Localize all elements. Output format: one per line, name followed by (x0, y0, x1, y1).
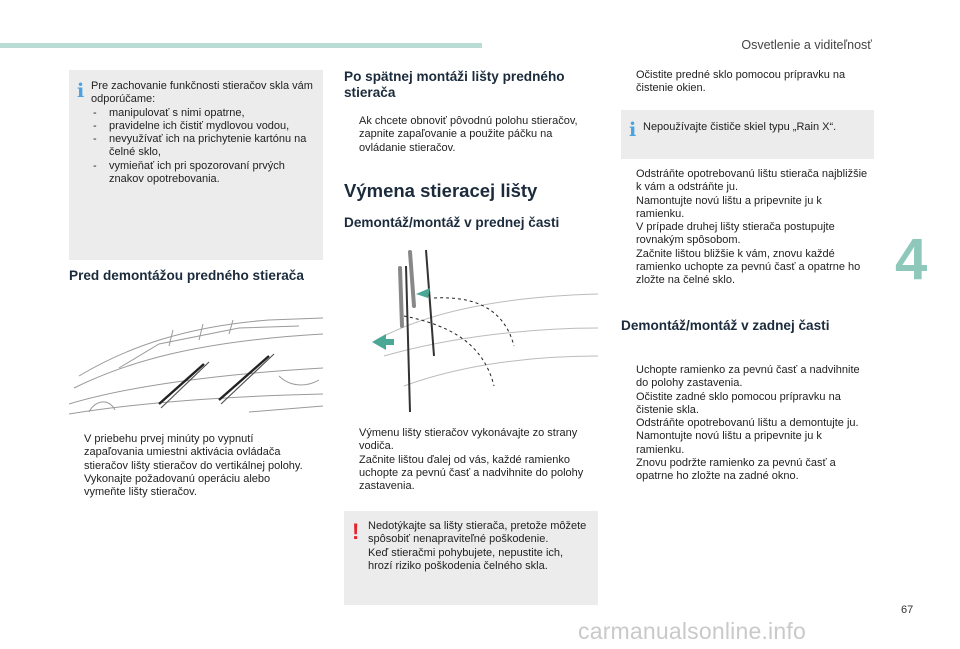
list-item: - vymieňať ich pri spozorovaní prvých znakov opotrebovania. (93, 159, 285, 186)
list-item: Namontujte novú lištu a pripevnite ju k ramienku. (636, 194, 822, 220)
info-text: Nepoužívajte čističe skiel typu „Rain X“. (643, 121, 837, 133)
list-item: Začnite lištou bližšie k vám, znovu každé ramienko uchopte za pevnú časť a opatrne ho zložte na čelné sklo. (636, 247, 861, 287)
steps-front-replacement (621, 168, 873, 288)
list-item: V prípade druhej lišty stierača postupujte rovnakým spôsobom. (636, 221, 835, 247)
list-item: Odstráňte opotrebovanú lištu a demontujte ju. (636, 417, 859, 430)
steps-after-refit (344, 115, 590, 155)
info-list (91, 107, 315, 187)
list-item: Ak chcete obnoviť pôvodnú polohu stieračov, zapnite zapaľovanie a použite páčku na ovládanie stieračov. (359, 115, 578, 154)
list-item: Znovu podržte ramienko za pevnú časť a opatrne ho zložte na zadné okno. (636, 457, 836, 483)
info-icon: i (629, 119, 637, 141)
chapter-title: Osvetlenie a viditeľnosť (741, 38, 872, 52)
windscreen-wipers-illustration (69, 316, 323, 422)
warning-box (344, 511, 598, 605)
info-box-rainx (621, 110, 874, 159)
subheading-rear: Demontáž/montáž v zadnej časti (621, 318, 830, 333)
list-item: Očistite predné sklo pomocou prípravku na čistenie okien. (636, 69, 846, 95)
list-item: Začnite lištou ďalej od vás, každé ramienko uchopte za pevnú časť a nadvihnite do polohy zastavenia. (359, 453, 584, 493)
info-box-care (69, 70, 323, 260)
header-bar (0, 43, 482, 48)
list-item: - manipulovať s nimi opatrne, (93, 106, 245, 119)
info-intro: Pre zachovanie funkčnosti stieračov skla vám odporúčame: (91, 80, 313, 106)
list-item: Očistite zadné sklo pomocou prípravku na čistenie skla. (636, 390, 841, 416)
chapter-number: 4 (895, 227, 928, 292)
warning-icon: ! (352, 519, 360, 544)
steps-rear-replacement (621, 364, 873, 484)
list-item: - nevyužívať ich na prichytenie kartónu na čelné sklo, (93, 133, 307, 159)
steps-clean-windscreen (621, 69, 871, 96)
list-item: Výmenu lišty stieračov vykonávajte zo strany vodiča. (359, 427, 578, 453)
subheading-front: Demontáž/montáž v prednej časti (344, 215, 560, 230)
front-wiper-raising-illustration (344, 246, 598, 414)
steps-front-removal (344, 427, 594, 493)
list-item: Vykonajte požadovanú operáciu alebo vymeňte lišty stieračov. (84, 472, 271, 499)
list-item: Uchopte ramienko za pevnú časť a nadvihnite do polohy zastavenia. (636, 364, 860, 390)
section-heading-after-refit: Po spätnej montáži lišty predného stierača (344, 69, 565, 100)
page-number: 67 (901, 604, 914, 616)
warning-text: Nedotýkajte sa lišty stierača, pretože môžete spôsobiť nenapraviteľné poškodenie. Keď stieračmi pohybujete, nepustite ich, hrozí riziko poškodenia čelného skla. (368, 520, 587, 572)
info-icon: i (77, 80, 85, 102)
section-heading-before-removal: Pred demontážou predného stierača (69, 268, 304, 283)
list-item: - pravidelne ich čistiť mydlovou vodou, (93, 119, 290, 132)
list-item: V priebehu prvej minúty po vypnutí zapaľovania umiestni aktivácia ovládača stieračov lišty stieračov do vertikálnej polohy. (84, 433, 303, 472)
section-title-wiper-blade: Výmena stieracej lišty (344, 180, 538, 201)
list-item: Odstráňte opotrebovanú lištu stierača najbližšie k vám a odstráňte ju. (636, 168, 868, 194)
list-item: Namontujte novú lištu a pripevnite ju k ramienku. (636, 430, 822, 456)
watermark: carmanualsonline.info (578, 618, 806, 644)
steps-before-removal (69, 433, 309, 499)
